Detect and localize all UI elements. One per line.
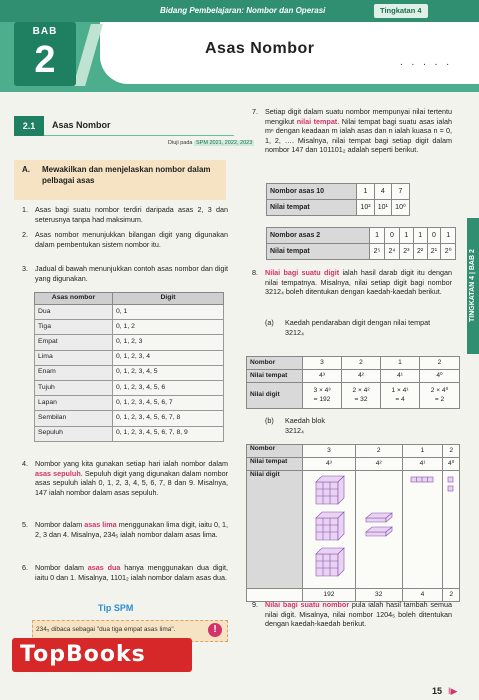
- table-cell: Nombor asas 10: [267, 184, 357, 200]
- item-text: Asas nombor menunjukkan bilangan digit yang digunakan dalam pembentukan sistem nombor itu.: [35, 230, 228, 249]
- item-text: Jadual di bawah menunjukkan contoh asas nombor dan digit yang digunakan.: [35, 264, 228, 283]
- table-cell: 2⁴: [384, 244, 399, 260]
- table-row: [247, 471, 460, 589]
- text-run: hanya menggunakan dua digit, iaitu 0 dan 1. Misalnya, 1101₂ ialah nombor dalam asas dua.: [35, 563, 228, 582]
- base-digit-table: [34, 292, 224, 442]
- highlight-term: asas sepuluh: [35, 468, 81, 478]
- rod-icon: [410, 475, 436, 483]
- tested-in-years: SPM 2021, 2022, 2023: [196, 140, 253, 146]
- table-cell: 4³: [303, 458, 356, 471]
- item-number: 6.: [22, 563, 28, 572]
- chapter-label: BAB: [32, 26, 58, 37]
- table-row: [267, 200, 410, 216]
- list-item: [252, 268, 452, 297]
- table-cell: 4⁰: [443, 458, 460, 471]
- table-cell: 0: [384, 228, 399, 244]
- item-number: 2.: [22, 230, 28, 239]
- text-run: menggunakan lima digit, iaitu 0, 1, 2, 3 dan 4. Misalnya, 234₅ ialah nombor dalam asas lima.: [35, 520, 228, 539]
- table-cell: 7: [391, 184, 409, 200]
- item-number: 5.: [22, 520, 28, 529]
- list-item: [22, 264, 228, 283]
- table-cell: Dua: [35, 305, 113, 320]
- text-run: pula ialah hasil tambah semua nilai digit. Misalnya, nilai nombor 1204₅ boleh ditentukan dengan kaedah-kaedah berikut.: [265, 600, 452, 628]
- highlight-term: Nilai bagi suatu digit: [265, 268, 340, 277]
- table-cell: 4: [374, 184, 391, 200]
- method-label: (a): [265, 318, 274, 327]
- method-text: Kaedah blok: [285, 416, 325, 425]
- subheading-letter: A.: [22, 165, 30, 174]
- list-item: [22, 459, 228, 497]
- table-cell: Nilai tempat: [267, 244, 370, 260]
- method-a: [265, 318, 452, 337]
- chapter-box: [14, 22, 76, 86]
- table-cell: 10²: [357, 200, 374, 216]
- table-cell: Lapan: [35, 396, 113, 411]
- item-number: 7.: [252, 107, 258, 116]
- method-number: 3212₄: [285, 425, 304, 435]
- table-cell: 2⁵: [370, 244, 385, 260]
- table-cell: 2: [342, 357, 381, 370]
- item-text: [265, 107, 452, 155]
- block-cell-rod: [402, 471, 443, 589]
- table-cell: 1 × 4¹ = 4: [381, 383, 420, 409]
- table-cell: 1: [413, 228, 427, 244]
- table-header: Digit: [113, 293, 224, 305]
- table-cell: 4²: [342, 370, 381, 383]
- table-cell: Empat: [35, 335, 113, 350]
- table-row: [35, 365, 224, 380]
- table-row: [247, 445, 460, 458]
- highlight-term: asas lima: [84, 520, 117, 529]
- header-dots: . . . . .: [400, 57, 453, 68]
- table-cell: 10⁰: [391, 200, 409, 216]
- block-cell-plates: [355, 471, 402, 589]
- table-cell: Nombor: [247, 357, 303, 370]
- table-header: Asas nombor: [35, 293, 113, 305]
- table-cell: 10¹: [374, 200, 391, 216]
- table-cell: 0, 1, 2, 3: [113, 335, 224, 350]
- table-row: [35, 426, 224, 441]
- table-row: [267, 228, 456, 244]
- table-cell: 4¹: [402, 458, 443, 471]
- table-row: [35, 396, 224, 411]
- table-cell: 2 × 4⁰ = 2: [420, 383, 460, 409]
- table-cell: Sepuluh: [35, 426, 113, 441]
- table-cell: 0, 1, 2, 3, 4, 5, 6, 7, 8, 9: [113, 426, 224, 441]
- item-text: [265, 268, 452, 297]
- table-cell: 2¹: [427, 244, 441, 260]
- table-cell: 0, 1: [113, 305, 224, 320]
- block-cell-cubes-large: [303, 471, 356, 589]
- table-row: [35, 411, 224, 426]
- table-cell: 0: [427, 228, 441, 244]
- section-underline: [14, 116, 234, 136]
- text-run: Nombor yang kita gunakan setiap hari ialah nombor dalam: [35, 459, 228, 468]
- table-cell: 32: [355, 589, 402, 602]
- block-method-table: [246, 444, 460, 602]
- table-row: [247, 458, 460, 471]
- page-number: 15: [432, 686, 443, 696]
- table-cell: 3: [303, 357, 342, 370]
- table-cell: 4⁰: [420, 370, 460, 383]
- table-row: [35, 380, 224, 395]
- chapter-title: Asas Nombor: [205, 40, 315, 57]
- table-cell: 2 × 4² = 32: [342, 383, 381, 409]
- topbooks-logo: TopBooks: [12, 638, 192, 672]
- table-cell: Nilai tempat: [267, 200, 357, 216]
- large-cubes-icon: [312, 474, 346, 582]
- table-cell: 0, 1, 2, 3, 4, 5, 6, 7: [113, 396, 224, 411]
- item-number: 4.: [22, 459, 28, 468]
- text-run: Nombor dalam: [35, 563, 88, 572]
- list-item: [252, 107, 452, 155]
- table-cell: 4: [402, 589, 443, 602]
- table-cell: Nilai digit: [247, 383, 303, 409]
- list-item: [22, 563, 228, 582]
- method-number: 3212₄: [285, 327, 304, 337]
- table-cell: 2: [443, 445, 460, 458]
- item-text: Asas bagi suatu nombor terdiri daripada asas 2, 3 dan seterusnya tanpa had maksimum.: [35, 205, 228, 224]
- table-cell: 0, 1, 2, 3, 4: [113, 350, 224, 365]
- method-b: [265, 416, 452, 435]
- item-number: 3.: [22, 264, 28, 273]
- tip-text: 234₅ dibaca sebagai "dua tiga empat asas lima".: [36, 626, 176, 633]
- side-tab-label: TINGKATAN 4 | BAB 2: [469, 249, 476, 323]
- form-badge: Tingkatan 4: [374, 4, 428, 18]
- table-cell: 1: [357, 184, 374, 200]
- item-number: 1.: [22, 205, 28, 214]
- block-cell-units: [443, 471, 460, 589]
- method-label: (b): [265, 416, 274, 425]
- item-number: 8.: [252, 268, 258, 277]
- text-run: . Nilai tempat bagi suatu asas ialah mⁿ dengan keadaan m ialah asas dan n ialah kuasa n = 0, 1, 2, …. Misalnya, nilai tempat bagi setiap digit dalam nombor 147 dan 101101₂ adalah seperti berikut.: [265, 116, 452, 154]
- tip-label: Tip SPM: [98, 603, 134, 613]
- list-item: [22, 520, 228, 539]
- table-cell: Sembilan: [35, 411, 113, 426]
- table-row: [35, 320, 224, 335]
- tested-in-note: [168, 140, 254, 147]
- table-cell: 0, 1, 2, 3, 4, 5, 6, 7, 8: [113, 411, 224, 426]
- table-cell: 2⁰: [441, 244, 456, 260]
- table-row: [267, 184, 410, 200]
- table-row: [247, 370, 460, 383]
- list-item: [252, 600, 452, 629]
- table-cell: 2³: [400, 244, 414, 260]
- section-number: 2.1: [14, 116, 44, 136]
- table-cell: Tiga: [35, 320, 113, 335]
- table-row: [35, 305, 224, 320]
- table-cell: Nombor asas 2: [267, 228, 370, 244]
- table-cell: Tujuh: [35, 380, 113, 395]
- list-item: [22, 230, 228, 249]
- table-cell: Lima: [35, 350, 113, 365]
- table-cell: 2: [420, 357, 460, 370]
- table-cell: 1: [400, 228, 414, 244]
- table-cell: Enam: [35, 365, 113, 380]
- unit-cubes-icon: [446, 475, 456, 495]
- table-cell: 2: [355, 445, 402, 458]
- item-text: [35, 520, 228, 539]
- table-cell: 0, 1, 2, 3, 4, 5, 6: [113, 380, 224, 395]
- text-run: ialah hasil darab digit itu dengan nilai tempatnya. Misalnya, nilai setiap digit bagi nombor 3212₄ boleh ditentukan dengan kaedah-kaedah berikut.: [265, 268, 452, 296]
- section-title: Asas Nombor: [52, 120, 111, 130]
- highlight-term: Nilai bagi suatu nombor: [265, 600, 350, 609]
- highlight-term: asas dua: [87, 563, 121, 572]
- chapter-number: 2: [34, 39, 56, 82]
- tested-in-prefix: Diuji pada: [168, 140, 193, 146]
- table-cell: 0, 1, 2: [113, 320, 224, 335]
- item-text: [265, 600, 452, 629]
- table-cell: 0, 1, 2, 3, 4, 5: [113, 365, 224, 380]
- table-cell: 1: [402, 445, 443, 458]
- table-row: [247, 357, 460, 370]
- table-cell: 4³: [303, 370, 342, 383]
- table-cell: 1: [441, 228, 456, 244]
- table-cell: 3: [303, 445, 356, 458]
- text-run: Setiap digit dalam suatu nombor mempunyai nilai tertentu mengikut: [265, 107, 452, 126]
- item-text: [35, 563, 228, 582]
- table-cell: Nilai tempat: [247, 458, 303, 471]
- alert-icon: !: [208, 623, 222, 637]
- table-cell: 1: [381, 357, 420, 370]
- table-cell: 2²: [413, 244, 427, 260]
- highlight-term: nilai tempat: [296, 116, 338, 126]
- text-run: Nombor dalam: [35, 520, 85, 529]
- learning-area-title: Bidang Pembelajaran: Nombor dan Operasi: [160, 6, 326, 15]
- table-cell: 3 × 4³ = 192: [303, 383, 342, 409]
- item-text: [35, 459, 228, 497]
- table-cell: 4¹: [381, 370, 420, 383]
- table-row: [35, 335, 224, 350]
- table-cell: Nombor: [247, 445, 303, 458]
- table-row: [247, 383, 460, 409]
- multiplication-method-table: [246, 356, 460, 409]
- text-run: . Sepuluh digit yang digunakan dalam nombor asas sepuluh ialah 0, 1, 2, 3, 4, 5, 6, 7, 8 dan 9. Misalnya, 147 ialah nombor dalam asas sepuluh.: [35, 468, 228, 497]
- table-cell: 2: [443, 589, 460, 602]
- subheading-text: Mewakilkan dan menjelaskan nombor dalam pelbagai asas: [42, 165, 211, 185]
- table-cell: 1: [370, 228, 385, 244]
- table-cell: Nilai digit: [247, 471, 303, 589]
- table-cell: 4²: [355, 458, 402, 471]
- item-number: 9.: [252, 600, 258, 609]
- next-arrow-icon: I▶: [448, 686, 458, 696]
- table-cell: Nilai tempat: [247, 370, 303, 383]
- place-value-table-base10: [266, 183, 410, 216]
- table-row: [35, 350, 224, 365]
- table-row: [267, 244, 456, 260]
- place-value-table-base2: [266, 227, 456, 260]
- list-item: [22, 205, 228, 224]
- table-cell: 192: [303, 589, 356, 602]
- method-text: Kaedah pendaraban digit dengan nilai tempat: [285, 318, 431, 327]
- plates-icon: [364, 510, 394, 546]
